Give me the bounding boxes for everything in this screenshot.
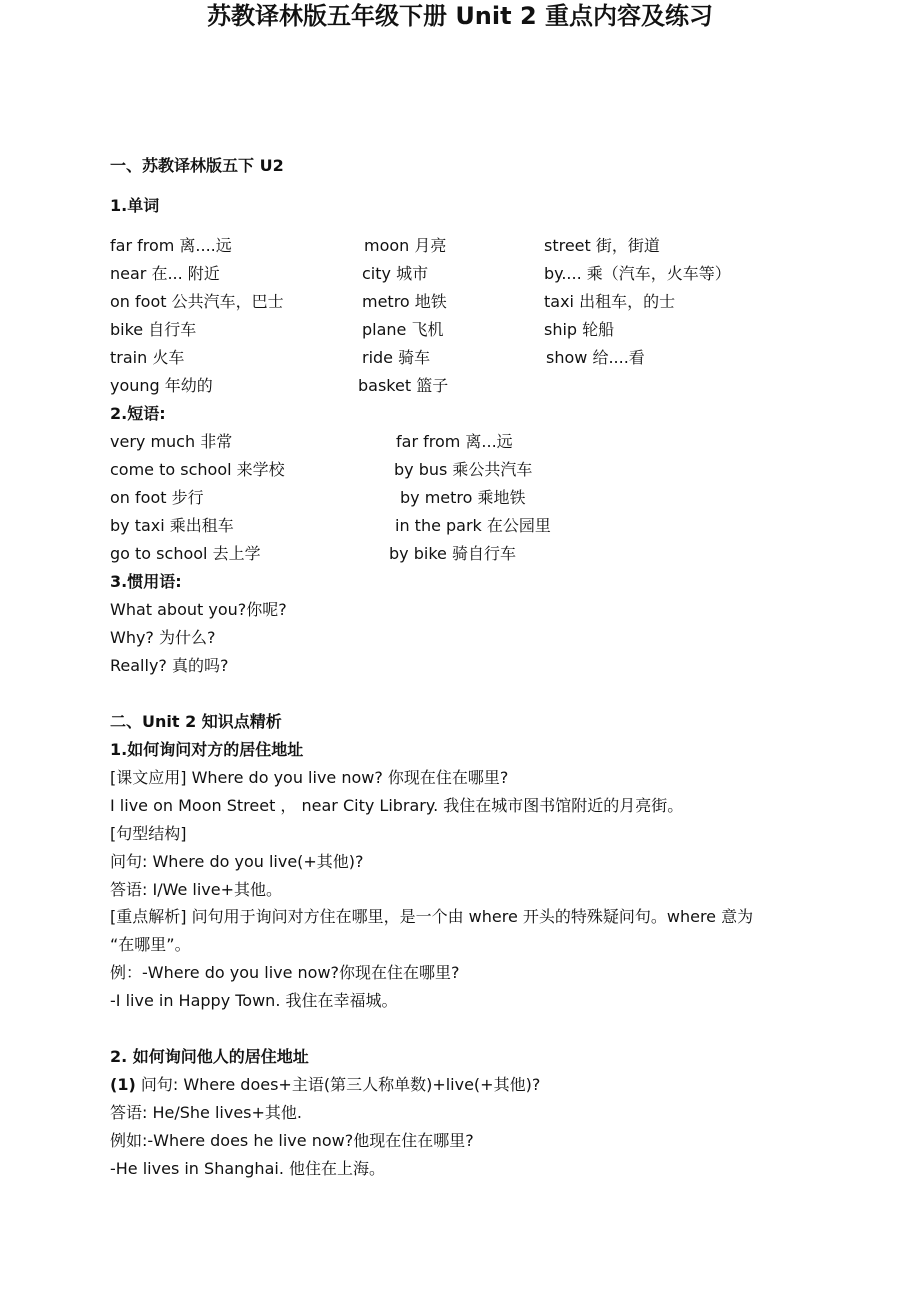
expression-line: What about you?你呢? [110,600,287,619]
phrase-cell: very much 非常 [110,432,233,451]
section2-heading: 二、Unit 2 知识点精析 [110,712,282,731]
vocab-cell: train 火车 [110,348,185,367]
vocab-cell: by.... 乘（汽车，火车等） [544,264,731,283]
phrase-cell: on foot 步行 [110,488,204,507]
phrase-heading: 2.短语: [110,404,166,423]
point2-question: 问句: Where does+主语(第三人称单数)+live(+其他)? [140,1075,541,1094]
vocab-cell: young 年幼的 [110,376,213,395]
vocab-cell: near 在... 附近 [110,264,220,283]
phrase-cell: by taxi 乘出租车 [110,516,234,535]
expression-heading: 3.惯用语: [110,572,182,591]
point1-line: “在哪里”。 [110,935,191,954]
vocab-cell: city 城市 [362,264,429,283]
vocab-cell: moon 月亮 [364,236,447,255]
section1-heading: 一、苏教译林版五下 U2 [110,156,284,175]
vocab-cell: plane 飞机 [362,320,444,339]
point1-heading: 1.如何询问对方的居住地址 [110,740,304,759]
point1-line: [课文应用] Where do you live now? 你现在住在哪里? [110,768,509,787]
point1-line: 问句: Where do you live(+其他)? [110,852,364,871]
point1-line: [句型结构] [110,824,187,843]
point2-heading: 2. 如何询问他人的居住地址 [110,1047,309,1066]
vocab-cell: street 街，街道 [544,236,660,255]
point2-line: 例如:-Where does he live now?他现在住在哪里? [110,1131,474,1150]
vocab-cell: metro 地铁 [362,292,447,311]
point1-line: 答语: I/We live+其他。 [110,880,283,899]
vocab-cell: taxi 出租车，的士 [544,292,676,311]
point1-line: [重点解析] 问句用于询问对方住在哪里，是一个由 where 开头的特殊疑问句。where 意为 [110,907,754,926]
phrase-cell: far from 离...远 [396,432,513,451]
vocab-cell: far from 离....远 [110,236,232,255]
point1-line: -I live in Happy Town. 我住在幸福城。 [110,991,398,1010]
point1-line: I live on Moon Street ， near City Library. 我住在城市图书馆附近的月亮街。 [110,796,684,815]
vocab-cell: basket 篮子 [358,376,449,395]
phrase-cell: by bus 乘公共汽车 [394,460,533,479]
phrase-cell: go to school 去上学 [110,544,261,563]
expression-line: Really? 真的吗? [110,656,229,675]
document-title: 苏教译林版五年级下册 Unit 2 重点内容及练习 [206,2,714,30]
vocab-heading: 1.单词 [110,196,160,215]
point2-line [110,1075,540,1095]
vocab-cell: show 给....看 [546,348,645,367]
phrase-cell: in the park 在公园里 [395,516,551,535]
vocab-cell: ship 轮船 [544,320,615,339]
phrase-cell: by bike 骑自行车 [389,544,516,563]
point2-sub-label: (1) [110,1075,136,1094]
expression-line: Why? 为什么? [110,628,216,647]
vocab-cell: on foot 公共汽车，巴士 [110,292,284,311]
phrase-cell: by metro 乘地铁 [400,488,526,507]
point2-line: 答语: He/She lives+其他. [110,1103,303,1122]
vocab-cell: bike 自行车 [110,320,197,339]
phrase-cell: come to school 来学校 [110,460,285,479]
point2-line: -He lives in Shanghai. 他住在上海。 [110,1159,385,1178]
point1-line: 例：-Where do you live now?你现在住在哪里? [110,963,460,982]
vocab-cell: ride 骑车 [362,348,431,367]
